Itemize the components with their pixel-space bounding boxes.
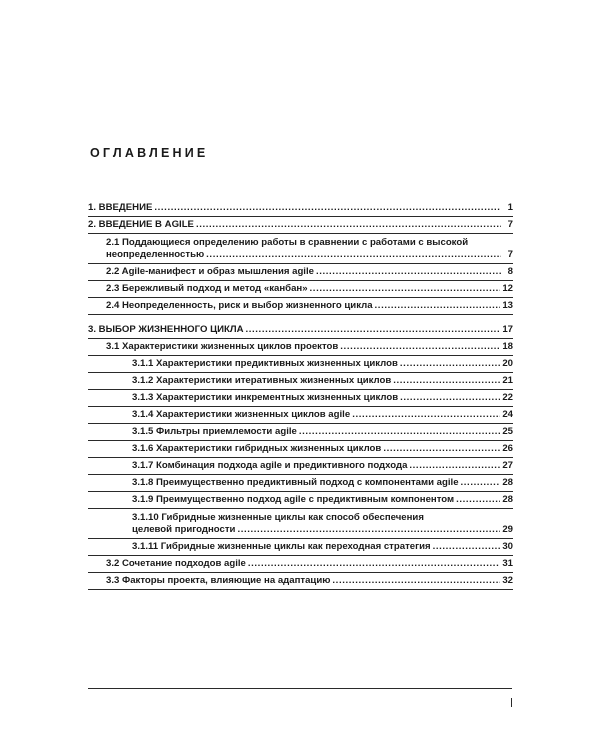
toc-entry-page: 21 <box>502 375 513 386</box>
toc-entry-title: 3.1.11 Гибридные жизненные циклы как переходная стратегия <box>132 541 431 552</box>
toc-entry[interactable] <box>88 373 513 390</box>
toc-entry-page: 12 <box>502 283 513 294</box>
dot-leader <box>237 524 500 536</box>
toc-entry[interactable] <box>88 424 513 441</box>
toc-entry-page: 27 <box>502 460 513 471</box>
toc-entry-page: 26 <box>502 443 513 454</box>
toc-entry-page: 24 <box>502 409 513 420</box>
toc-entry-title: 3.1.7 Комбинация подхода agile и предиктивного подхода <box>132 460 408 471</box>
dot-leader <box>196 219 501 231</box>
toc-entry[interactable] <box>88 573 513 590</box>
toc-entry-page: 22 <box>502 392 513 403</box>
dot-leader <box>206 249 501 261</box>
dot-leader <box>248 558 500 570</box>
toc-entry-title: 3.1.2 Характеристики итеративных жизненных циклов <box>132 375 392 386</box>
toc-entry-page: 13 <box>502 300 513 311</box>
toc-entry-page: 1 <box>507 202 513 213</box>
toc-entry-page: 31 <box>502 558 513 569</box>
dot-leader <box>340 341 500 353</box>
toc-entry-page: 7 <box>507 219 513 230</box>
toc-entry-page: 28 <box>502 477 513 488</box>
toc-entry[interactable] <box>88 356 513 373</box>
dot-leader <box>409 460 500 472</box>
toc-entry[interactable] <box>88 298 513 315</box>
toc-entry-page: 8 <box>507 266 513 277</box>
dot-leader <box>246 324 501 336</box>
toc-entry-title-line: 2.1 Поддающиеся определению работы в сравнении с работами с высокой <box>106 237 469 248</box>
toc-entry-page: 7 <box>507 249 513 260</box>
toc-entry[interactable] <box>88 441 513 458</box>
toc-entry[interactable] <box>88 509 513 539</box>
dot-leader <box>299 426 500 438</box>
toc-entry[interactable] <box>88 556 513 573</box>
toc-entry-page: 17 <box>502 324 513 335</box>
toc-entry-page: 32 <box>502 575 513 586</box>
toc-entry-page: 30 <box>502 541 513 552</box>
toc-entry[interactable] <box>88 407 513 424</box>
toc-entry-title: 1. ВВЕДЕНИЕ <box>88 202 153 213</box>
toc-entry-title: целевой пригодности <box>132 524 236 535</box>
toc-entry[interactable] <box>88 234 513 264</box>
toc-entry-page: 18 <box>502 341 513 352</box>
toc-entry-title: неопределенностью <box>106 249 205 260</box>
toc-entry-title: 3.3 Факторы проекта, влияющие на адаптацию <box>106 575 331 586</box>
toc-entry[interactable] <box>88 339 513 356</box>
toc-entry[interactable] <box>88 475 513 492</box>
dot-leader <box>400 392 500 404</box>
toc-entry[interactable] <box>88 492 513 509</box>
toc-entry-title: 3.1.8 Преимущественно предиктивный подход с компонентами agile <box>132 477 459 488</box>
toc-entry-page: 20 <box>502 358 513 369</box>
toc-entry-title: 3.1.3 Характеристики инкрементных жизненных циклов <box>132 392 399 403</box>
toc-entry-title: 3.1.1 Характеристики предиктивных жизненных циклов <box>132 358 398 369</box>
dot-leader <box>400 358 500 370</box>
toc-entry-title: 3.1.6 Характеристики гибридных жизненных циклов <box>132 443 382 454</box>
toc-entry-page: 28 <box>502 494 513 505</box>
toc-entry[interactable] <box>88 264 513 281</box>
toc-entry[interactable] <box>88 200 513 217</box>
dot-leader <box>352 409 500 421</box>
toc-entry-title: 3.1.4 Характеристики жизненных циклов agile <box>132 409 351 420</box>
toc-entry-title-line: 3.1.10 Гибридные жизненные циклы как способ обеспечения <box>132 512 424 523</box>
dot-leader <box>310 283 501 295</box>
dot-leader <box>456 494 500 506</box>
table-of-contents <box>88 200 513 590</box>
toc-entry[interactable] <box>88 322 513 339</box>
toc-entry[interactable] <box>88 390 513 407</box>
dot-leader <box>154 202 501 214</box>
toc-entry-title: 3.1.9 Преимущественно подход agile с предиктивным компонентом <box>132 494 455 505</box>
toc-entry-title: 3.1 Характеристики жизненных циклов проектов <box>106 341 339 352</box>
toc-entry-title: 3. ВЫБОР ЖИЗНЕННОГО ЦИКЛА <box>88 324 244 335</box>
toc-entry-title: 2.2 Agile-манифест и образ мышления agile <box>106 266 314 277</box>
toc-entry[interactable] <box>88 281 513 298</box>
toc-entry[interactable] <box>88 539 513 556</box>
dot-leader <box>332 575 500 587</box>
toc-entry-title: 2.4 Неопределенность, риск и выбор жизненного цикла <box>106 300 373 311</box>
page-title: ОГЛАВЛЕНИЕ <box>90 146 209 160</box>
toc-entry[interactable] <box>88 458 513 475</box>
toc-entry-title: 2. ВВЕДЕНИЕ В AGILE <box>88 219 194 230</box>
toc-entry-title: 2.3 Бережливый подход и метод «канбан» <box>106 283 308 294</box>
page-number-marker <box>511 698 512 707</box>
dot-leader <box>316 266 501 278</box>
toc-entry-title: 3.2 Сочетание подходов agile <box>106 558 246 569</box>
footer-divider <box>88 688 512 689</box>
dot-leader <box>433 541 501 553</box>
toc-entry[interactable] <box>88 217 513 234</box>
toc-entry-page: 25 <box>502 426 513 437</box>
dot-leader <box>393 375 500 387</box>
dot-leader <box>461 477 501 489</box>
toc-entry-title: 3.1.5 Фильтры приемлемости agile <box>132 426 297 437</box>
dot-leader <box>383 443 500 455</box>
toc-entry-page: 29 <box>502 524 513 535</box>
dot-leader <box>375 300 501 312</box>
